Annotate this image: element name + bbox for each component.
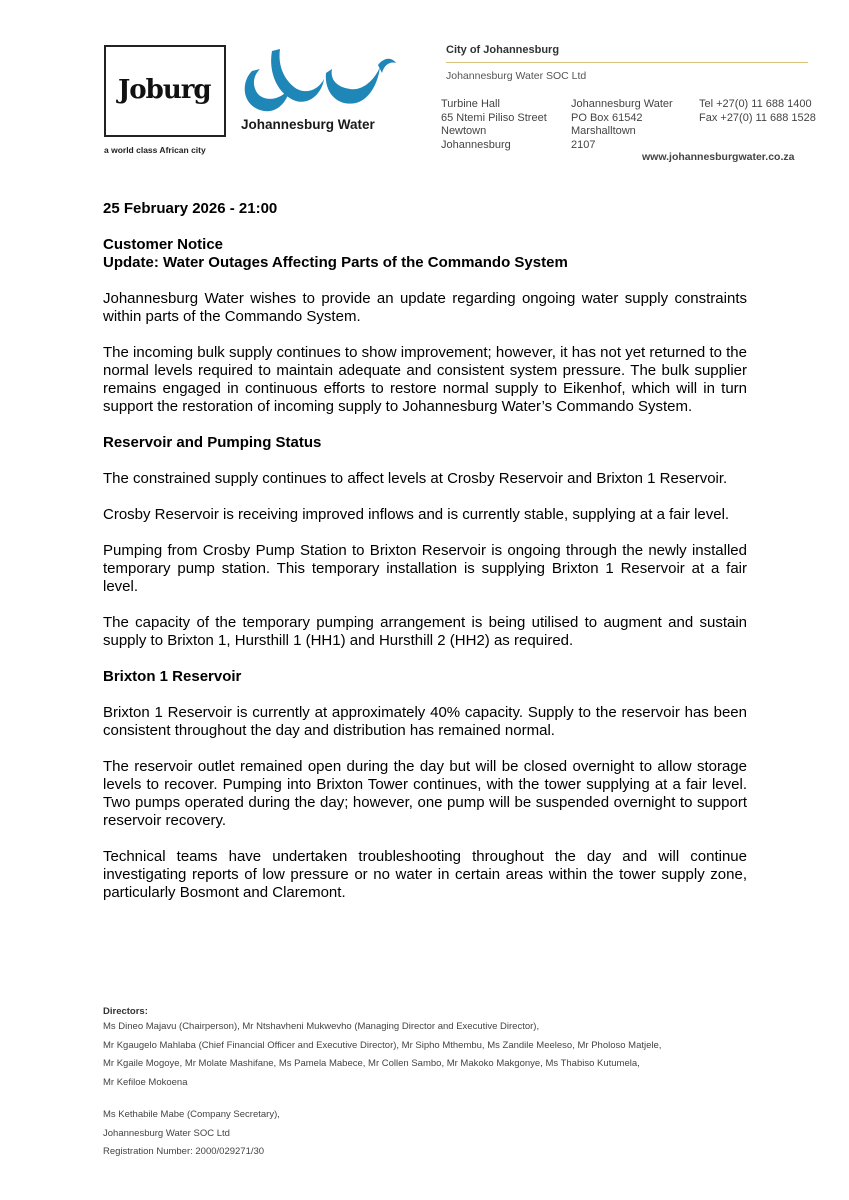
paragraph: Crosby Reservoir is receiving improved inflows and is currently stable, supplying at a fair level.: [103, 506, 730, 523]
address-line: 65 Ntemi Piliso Street: [441, 111, 547, 124]
paragraph: Pumping from Crosby Pump Station to Brixton Reservoir is ongoing through the newly installed temporary pump station. This temporary installation is supplying Brixton 1 Reservoir at a fair level.: [103, 542, 747, 595]
joburg-logo: [104, 45, 224, 161]
address-line: PO Box 61542: [571, 111, 643, 124]
directors-line: Mr Kgaugelo Mahlaba (Chief Financial Officer and Executive Director), Mr Sipho Mthembu, Ms Zandile Meeleso, Mr Pholoso Matjele,: [103, 1039, 662, 1051]
header-divider: [446, 62, 808, 63]
address-physical: [441, 98, 547, 152]
address-line: Turbine Hall: [441, 98, 500, 110]
notice-title: Customer Notice: [103, 236, 224, 253]
address-line: Johannesburg: [441, 138, 511, 151]
water-wave-icon: [238, 43, 398, 119]
address-line: Newtown: [441, 125, 487, 137]
paragraph: Brixton 1 Reservoir is currently at approximately 40% capacity. Supply to the reservoir has been consistent throughout the day and distribution has remained normal.: [103, 704, 747, 739]
company-details: [103, 1106, 280, 1162]
header-company: Johannesburg Water SOC Ltd: [446, 70, 587, 82]
paragraph: Johannesburg Water wishes to provide an update regarding ongoing water supply constraints within parts of the Commando System.: [103, 290, 747, 325]
joburg-logo-wordmark: Joburg: [118, 75, 211, 105]
contact-numbers: [699, 98, 816, 125]
fax: Fax +27(0) 11 688 1528: [699, 111, 816, 124]
notice-date: 25 February 2026 - 21:00: [103, 200, 278, 217]
directors-line: Ms Dineo Majavu (Chairperson), Mr Ntshavheni Mukwevho (Managing Director and Executive Director),: [103, 1021, 540, 1032]
paragraph: The reservoir outlet remained open during the day but will be closed overnight to allow storage levels to recover. Pumping into Brixton Tower continues, with the tower supplying at a fair level. Two pumps operated during the day; however, one pump will be suspended overnight to support reservoir recovery.: [103, 758, 747, 829]
notice-subtitle: Update: Water Outages Affecting Parts of the Commando System: [103, 254, 568, 271]
company-secretary: Ms Kethabile Mabe (Company Secretary),: [103, 1109, 280, 1120]
joburg-tagline: a world class African city: [104, 145, 206, 155]
address-line: Marshalltown: [571, 125, 636, 137]
notice-body: [103, 200, 747, 902]
section-heading-reservoir: Reservoir and Pumping Status: [103, 434, 322, 451]
telephone: Tel +27(0) 11 688 1400: [699, 98, 812, 110]
address-line: Johannesburg Water: [571, 98, 673, 110]
paragraph: The constrained supply continues to affect levels at Crosby Reservoir and Brixton 1 Reservoir.: [103, 470, 728, 487]
paragraph: The incoming bulk supply continues to show improvement; however, it has not yet returned to the normal levels required to maintain adequate and consistent system pressure. The bulk supplier remains engaged in continuous efforts to restore normal supply to Eikenhof, which will in turn support the restoration of incoming supply to Johannesburg Water’s Commando System.: [103, 344, 747, 415]
registration-number: Registration Number: 2000/029271/30: [103, 1146, 265, 1157]
johannesburg-water-logo: [238, 43, 398, 143]
company-name: Johannesburg Water SOC Ltd: [103, 1127, 230, 1139]
directors-list: [103, 1006, 661, 1092]
header-city: City of Johannesburg: [446, 44, 560, 56]
paragraph: Technical teams have undertaken troubleshooting throughout the day and will continue investigating reports of low pressure or no water in certain areas within the tower supply zone, particularly Bosmont and Claremont.: [103, 848, 747, 901]
directors-title: Directors:: [103, 1006, 148, 1017]
johannesburg-water-wordmark: Johannesburg Water: [241, 117, 375, 132]
address-line: 2107: [571, 138, 596, 151]
section-heading-brixton: Brixton 1 Reservoir: [103, 668, 242, 685]
address-postal: [571, 98, 673, 152]
website-link[interactable]: www.johannesburgwater.co.za: [642, 151, 795, 163]
directors-line: Mr Kefiloe Mokoena: [103, 1076, 188, 1088]
directors-line: Mr Kgaile Mogoye, Mr Molate Mashifane, Ms Pamela Mabece, Mr Collen Sambo, Mr Makoko Makgonye, Ms Thabiso Kutumela,: [103, 1058, 640, 1069]
paragraph: The capacity of the temporary pumping arrangement is being utilised to augment and sustain supply to Brixton 1, Hursthill 1 (HH1) and Hursthill 2 (HH2) as required.: [103, 614, 747, 649]
